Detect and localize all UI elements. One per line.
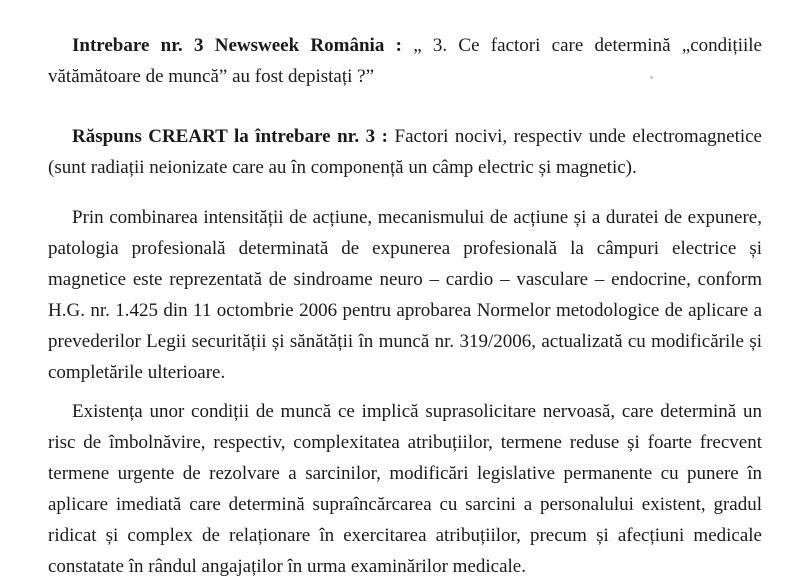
question-label: Intrebare nr. 3 Newsweek România :	[72, 35, 402, 56]
scan-speck	[650, 76, 653, 79]
pathology-paragraph: Prin combinarea intensității de acțiune, mecanismului de acțiune și a duratei de expunere, patologia profesională determinată de expunerea profesională la câmpuri electrice și magnetice este reprezentată de sindroame neuro – cardio – vasculare – endocrine, conform H.G. nr. 1.425 din 11 octombrie 2006 pentru aprobarea Normelor metodologice de aplicare a prevederilor Legii securității și sănătății în muncă nr. 319/2006, actualizată cu modificările și completările ulterioare.	[48, 207, 762, 383]
answer-text: Factori nocivi, respectiv unde electromagnetice (sunt radiații neionizate care au în componență un câmp electric și magnetic).	[48, 126, 762, 178]
answer-label: Răspuns CREART la întrebare nr. 3 :	[72, 126, 389, 147]
question-paragraph	[48, 30, 762, 92]
answer-paragraph	[48, 121, 762, 183]
working-conditions-paragraph: Existența unor condiții de muncă ce implică suprasolicitare nervoasă, care determină un risc de îmbolnăvire, respectiv, complexitatea atribuțiilor, termene reduse și foarte frecvent termene urgente de rezolvare a sarcinilor, modificări legislative permanente cu punere în aplicare imediată care determină supraîncărcarea cu sarcini a personalului existent, gradul ridicat și complex de relaționare în exercitarea atribuțiilor, precum și afecțiuni medicale constatate în rândul angajaților în urma examinărilor medicale.	[48, 401, 762, 577]
question-text: „ 3. Ce factori care determină „condițiile vătămătoare de muncă” au fost depistați ?”	[48, 35, 762, 87]
